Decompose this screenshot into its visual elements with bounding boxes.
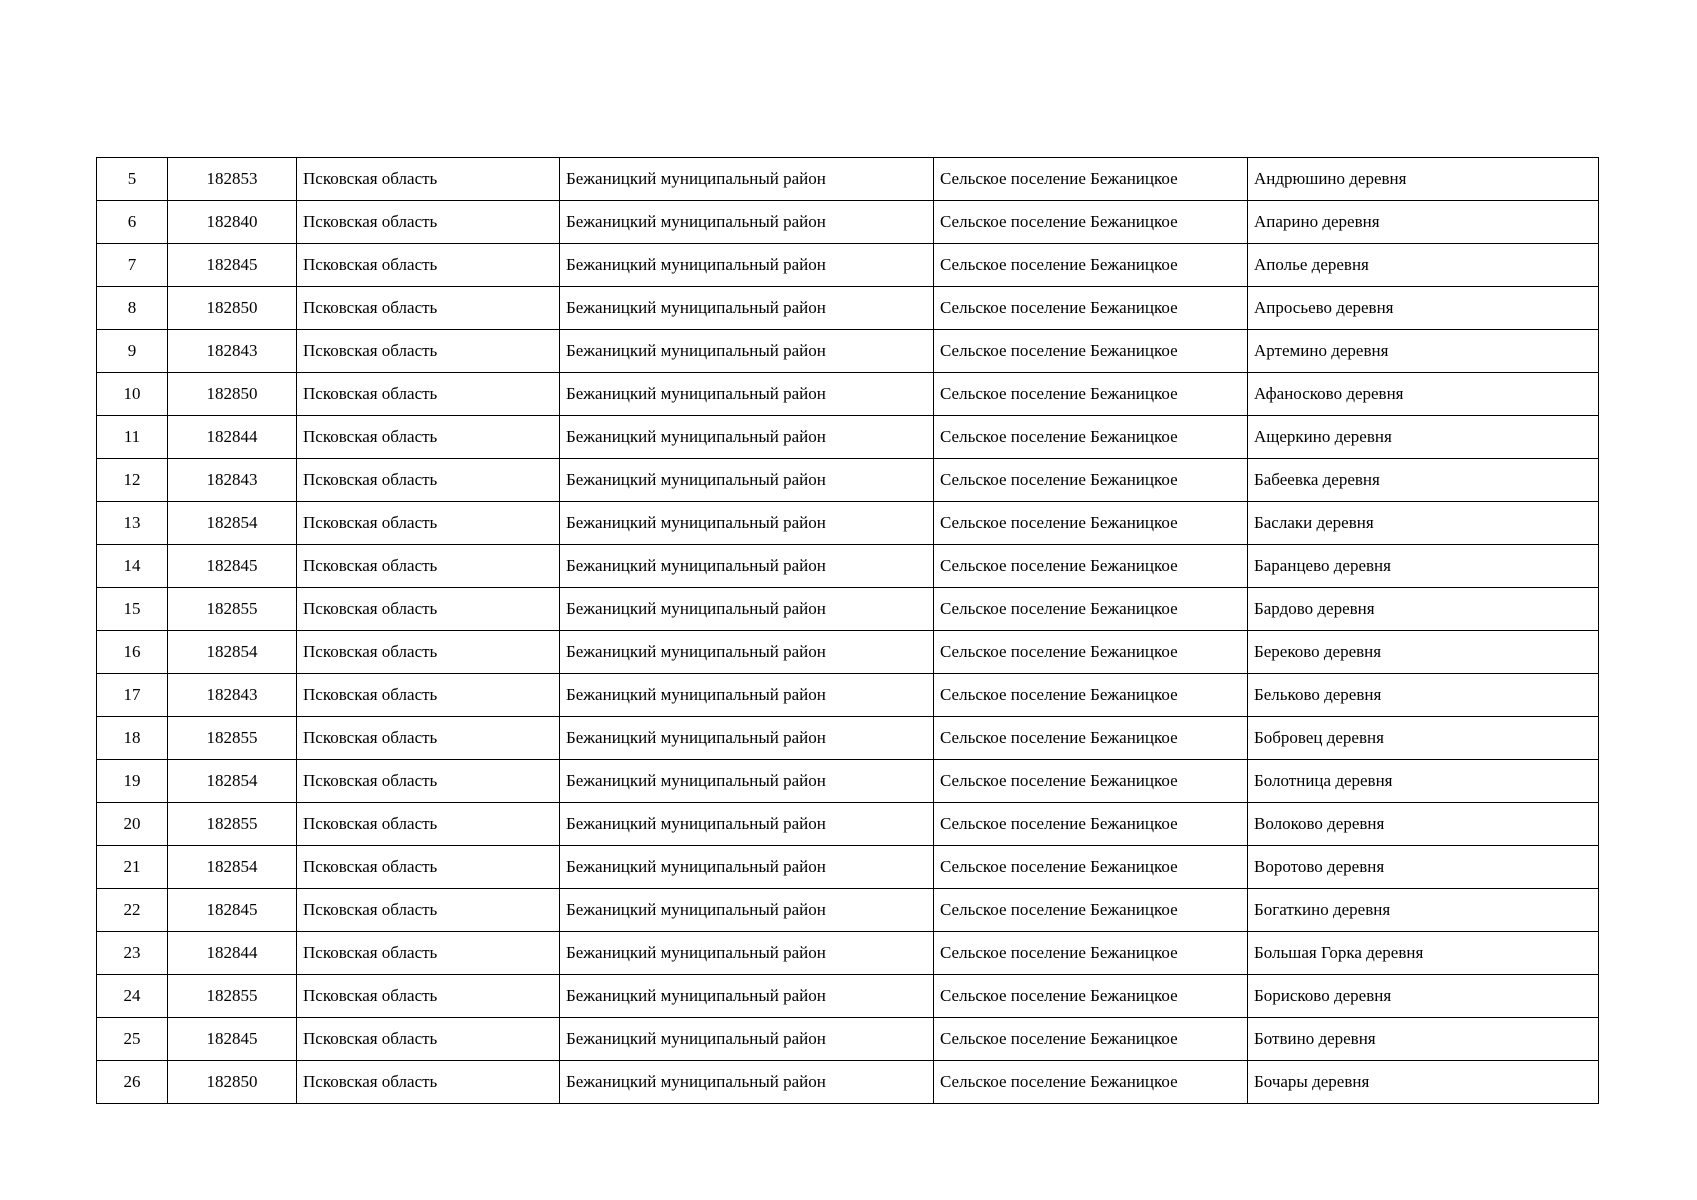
- region-cell: Псковская область: [297, 545, 560, 588]
- region-cell: Псковская область: [297, 459, 560, 502]
- table-row: [97, 158, 1599, 201]
- locality-cell: Бардово деревня: [1248, 588, 1599, 631]
- table-row: [97, 502, 1599, 545]
- district-cell: Бежаницкий муниципальный район: [560, 932, 934, 975]
- row-number-cell: 22: [97, 889, 168, 932]
- district-cell: Бежаницкий муниципальный район: [560, 846, 934, 889]
- district-cell: Бежаницкий муниципальный район: [560, 975, 934, 1018]
- row-number-cell: 6: [97, 201, 168, 244]
- table-row: [97, 201, 1599, 244]
- table-body: [97, 158, 1599, 1104]
- row-number-cell: 13: [97, 502, 168, 545]
- settlement-cell: Сельское поселение Бежаницкое: [934, 588, 1248, 631]
- locality-cell: Большая Горка деревня: [1248, 932, 1599, 975]
- postal-index-cell: 182854: [168, 502, 297, 545]
- region-cell: Псковская область: [297, 416, 560, 459]
- row-number-cell: 8: [97, 287, 168, 330]
- table-row: [97, 545, 1599, 588]
- row-number-cell: 24: [97, 975, 168, 1018]
- row-number-cell: 18: [97, 717, 168, 760]
- table-row: [97, 889, 1599, 932]
- locality-cell: Волоково деревня: [1248, 803, 1599, 846]
- settlement-cell: Сельское поселение Бежаницкое: [934, 459, 1248, 502]
- settlement-cell: Сельское поселение Бежаницкое: [934, 674, 1248, 717]
- table-row: [97, 631, 1599, 674]
- postal-index-cell: 182844: [168, 416, 297, 459]
- region-cell: Псковская область: [297, 201, 560, 244]
- row-number-cell: 19: [97, 760, 168, 803]
- region-cell: Псковская область: [297, 846, 560, 889]
- settlement-cell: Сельское поселение Бежаницкое: [934, 631, 1248, 674]
- locality-cell: Береково деревня: [1248, 631, 1599, 674]
- postal-index-cell: 182845: [168, 244, 297, 287]
- settlement-cell: Сельское поселение Бежаницкое: [934, 760, 1248, 803]
- locality-cell: Бабеевка деревня: [1248, 459, 1599, 502]
- settlement-cell: Сельское поселение Бежаницкое: [934, 158, 1248, 201]
- postal-index-cell: 182854: [168, 846, 297, 889]
- region-cell: Псковская область: [297, 1018, 560, 1061]
- settlement-cell: Сельское поселение Бежаницкое: [934, 244, 1248, 287]
- table-row: [97, 1018, 1599, 1061]
- localities-table: [96, 157, 1599, 1104]
- locality-cell: Бельково деревня: [1248, 674, 1599, 717]
- row-number-cell: 9: [97, 330, 168, 373]
- district-cell: Бежаницкий муниципальный район: [560, 674, 934, 717]
- table-row: [97, 674, 1599, 717]
- district-cell: Бежаницкий муниципальный район: [560, 287, 934, 330]
- region-cell: Псковская область: [297, 330, 560, 373]
- locality-cell: Апросьево деревня: [1248, 287, 1599, 330]
- district-cell: Бежаницкий муниципальный район: [560, 803, 934, 846]
- postal-index-cell: 182845: [168, 545, 297, 588]
- locality-cell: Воротово деревня: [1248, 846, 1599, 889]
- postal-index-cell: 182855: [168, 975, 297, 1018]
- locality-cell: Апарино деревня: [1248, 201, 1599, 244]
- postal-index-cell: 182853: [168, 158, 297, 201]
- row-number-cell: 10: [97, 373, 168, 416]
- postal-index-cell: 182843: [168, 459, 297, 502]
- locality-cell: Богаткино деревня: [1248, 889, 1599, 932]
- table-row: [97, 330, 1599, 373]
- locality-cell: Ботвино деревня: [1248, 1018, 1599, 1061]
- region-cell: Псковская область: [297, 760, 560, 803]
- settlement-cell: Сельское поселение Бежаницкое: [934, 932, 1248, 975]
- locality-cell: Борисково деревня: [1248, 975, 1599, 1018]
- table-row: [97, 846, 1599, 889]
- settlement-cell: Сельское поселение Бежаницкое: [934, 846, 1248, 889]
- region-cell: Псковская область: [297, 674, 560, 717]
- region-cell: Псковская область: [297, 975, 560, 1018]
- region-cell: Псковская область: [297, 287, 560, 330]
- district-cell: Бежаницкий муниципальный район: [560, 373, 934, 416]
- district-cell: Бежаницкий муниципальный район: [560, 760, 934, 803]
- row-number-cell: 14: [97, 545, 168, 588]
- postal-index-cell: 182840: [168, 201, 297, 244]
- region-cell: Псковская область: [297, 373, 560, 416]
- table-row: [97, 1061, 1599, 1104]
- district-cell: Бежаницкий муниципальный район: [560, 201, 934, 244]
- row-number-cell: 12: [97, 459, 168, 502]
- district-cell: Бежаницкий муниципальный район: [560, 330, 934, 373]
- row-number-cell: 26: [97, 1061, 168, 1104]
- district-cell: Бежаницкий муниципальный район: [560, 502, 934, 545]
- row-number-cell: 21: [97, 846, 168, 889]
- region-cell: Псковская область: [297, 932, 560, 975]
- table-row: [97, 287, 1599, 330]
- row-number-cell: 11: [97, 416, 168, 459]
- row-number-cell: 5: [97, 158, 168, 201]
- locality-cell: Аполье деревня: [1248, 244, 1599, 287]
- settlement-cell: Сельское поселение Бежаницкое: [934, 1018, 1248, 1061]
- settlement-cell: Сельское поселение Бежаницкое: [934, 717, 1248, 760]
- settlement-cell: Сельское поселение Бежаницкое: [934, 201, 1248, 244]
- table-row: [97, 932, 1599, 975]
- postal-index-cell: 182844: [168, 932, 297, 975]
- region-cell: Псковская область: [297, 889, 560, 932]
- postal-index-cell: 182850: [168, 287, 297, 330]
- locality-cell: Баслаки деревня: [1248, 502, 1599, 545]
- settlement-cell: Сельское поселение Бежаницкое: [934, 1061, 1248, 1104]
- table-row: [97, 244, 1599, 287]
- locality-cell: Афаносково деревня: [1248, 373, 1599, 416]
- district-cell: Бежаницкий муниципальный район: [560, 588, 934, 631]
- settlement-cell: Сельское поселение Бежаницкое: [934, 889, 1248, 932]
- settlement-cell: Сельское поселение Бежаницкое: [934, 545, 1248, 588]
- table-row: [97, 459, 1599, 502]
- postal-index-cell: 182845: [168, 889, 297, 932]
- region-cell: Псковская область: [297, 717, 560, 760]
- table-row: [97, 373, 1599, 416]
- settlement-cell: Сельское поселение Бежаницкое: [934, 502, 1248, 545]
- postal-index-cell: 182850: [168, 1061, 297, 1104]
- district-cell: Бежаницкий муниципальный район: [560, 545, 934, 588]
- locality-cell: Артемино деревня: [1248, 330, 1599, 373]
- postal-index-cell: 182854: [168, 760, 297, 803]
- district-cell: Бежаницкий муниципальный район: [560, 459, 934, 502]
- table-row: [97, 803, 1599, 846]
- row-number-cell: 25: [97, 1018, 168, 1061]
- table-row: [97, 717, 1599, 760]
- region-cell: Псковская область: [297, 631, 560, 674]
- table-row: [97, 588, 1599, 631]
- district-cell: Бежаницкий муниципальный район: [560, 717, 934, 760]
- locality-cell: Бочары деревня: [1248, 1061, 1599, 1104]
- locality-cell: Баранцево деревня: [1248, 545, 1599, 588]
- district-cell: Бежаницкий муниципальный район: [560, 416, 934, 459]
- settlement-cell: Сельское поселение Бежаницкое: [934, 330, 1248, 373]
- settlement-cell: Сельское поселение Бежаницкое: [934, 975, 1248, 1018]
- district-cell: Бежаницкий муниципальный район: [560, 1018, 934, 1061]
- postal-index-cell: 182855: [168, 717, 297, 760]
- postal-index-cell: 182843: [168, 330, 297, 373]
- postal-index-cell: 182855: [168, 588, 297, 631]
- row-number-cell: 16: [97, 631, 168, 674]
- row-number-cell: 15: [97, 588, 168, 631]
- row-number-cell: 23: [97, 932, 168, 975]
- locality-cell: Андрюшино деревня: [1248, 158, 1599, 201]
- settlement-cell: Сельское поселение Бежаницкое: [934, 287, 1248, 330]
- postal-index-cell: 182850: [168, 373, 297, 416]
- region-cell: Псковская область: [297, 588, 560, 631]
- row-number-cell: 7: [97, 244, 168, 287]
- table-row: [97, 416, 1599, 459]
- district-cell: Бежаницкий муниципальный район: [560, 631, 934, 674]
- row-number-cell: 17: [97, 674, 168, 717]
- locality-cell: Бобровец деревня: [1248, 717, 1599, 760]
- locality-cell: Болотница деревня: [1248, 760, 1599, 803]
- district-cell: Бежаницкий муниципальный район: [560, 158, 934, 201]
- region-cell: Псковская область: [297, 1061, 560, 1104]
- district-cell: Бежаницкий муниципальный район: [560, 1061, 934, 1104]
- postal-index-cell: 182854: [168, 631, 297, 674]
- region-cell: Псковская область: [297, 502, 560, 545]
- settlement-cell: Сельское поселение Бежаницкое: [934, 803, 1248, 846]
- postal-index-cell: 182843: [168, 674, 297, 717]
- postal-index-cell: 182855: [168, 803, 297, 846]
- row-number-cell: 20: [97, 803, 168, 846]
- postal-index-cell: 182845: [168, 1018, 297, 1061]
- district-cell: Бежаницкий муниципальный район: [560, 244, 934, 287]
- settlement-cell: Сельское поселение Бежаницкое: [934, 373, 1248, 416]
- region-cell: Псковская область: [297, 244, 560, 287]
- table-row: [97, 760, 1599, 803]
- region-cell: Псковская область: [297, 158, 560, 201]
- region-cell: Псковская область: [297, 803, 560, 846]
- table-row: [97, 975, 1599, 1018]
- settlement-cell: Сельское поселение Бежаницкое: [934, 416, 1248, 459]
- locality-cell: Ащеркино деревня: [1248, 416, 1599, 459]
- district-cell: Бежаницкий муниципальный район: [560, 889, 934, 932]
